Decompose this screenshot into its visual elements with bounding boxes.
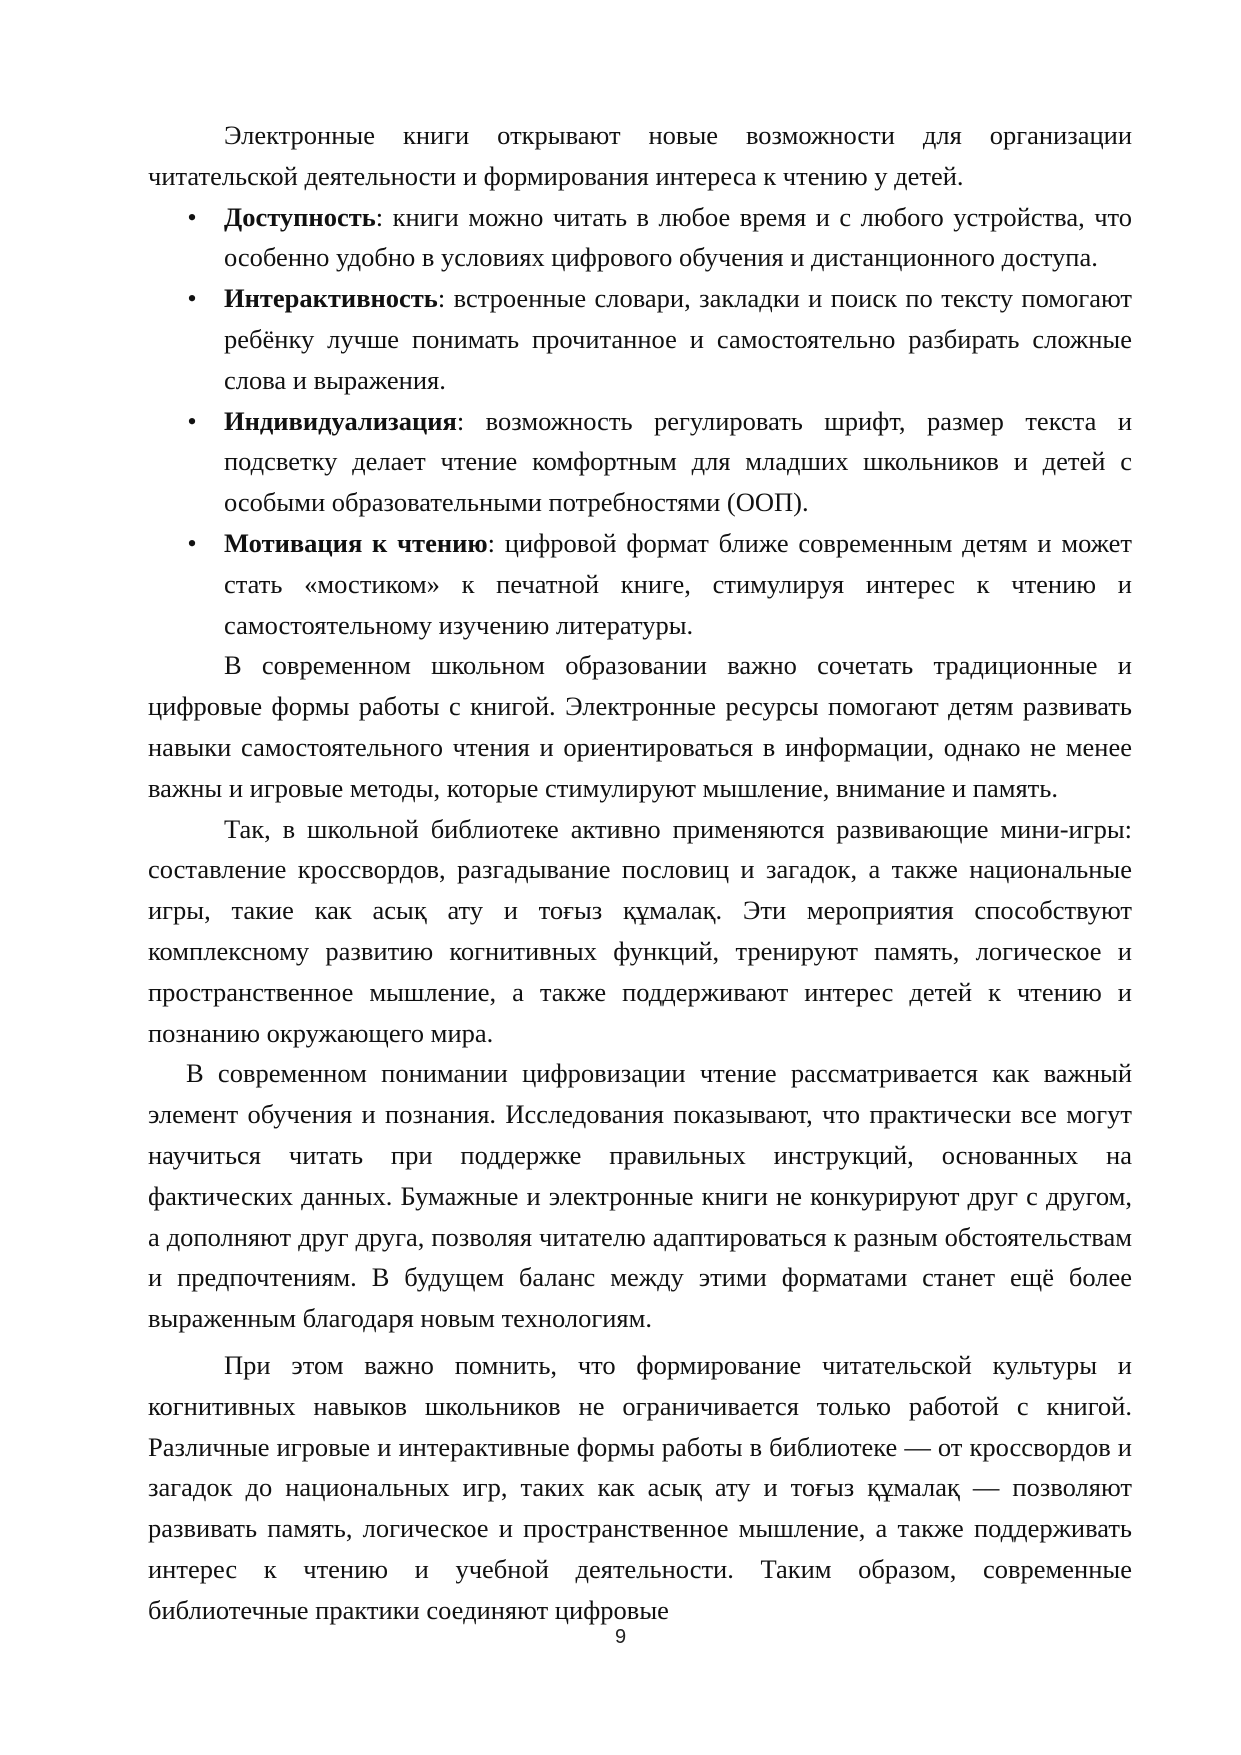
bullet-icon: • <box>187 201 197 232</box>
list-item <box>187 278 1132 400</box>
bullet-text: : возможность регулировать шрифт, размер текста и подсветку делает чтение комфортным для младших школьников и детей с особыми образовательными потребностями (ООП). <box>224 405 1132 518</box>
body-paragraph: В современном школьном образовании важно сочетать традиционные и цифровые формы работы с книгой. Электронные ресурсы помогают детям развивать навыки самостоятельного чтения и ориентироваться в информации, однако не менее важны и игровые методы, которые стимулируют мышление, внимание и память. <box>148 650 1132 803</box>
bullet-term: Индивидуализация <box>224 405 457 436</box>
list-item <box>187 523 1132 645</box>
list-item <box>187 197 1132 279</box>
body-paragraph: Так, в школьной библиотеке активно применяются развивающие мини-игры: составление кроссвордов, разгадывание пословиц и загадок, а также национальные игры, такие как асық ату и тоғыз құмалақ. Эти мероприятия способствуют комплексному развитию когнитивных функций, тренируют память, логическое и пространственное мышление, а также поддерживают интерес детей к чтению и познанию окружающего мира. <box>148 813 1132 1048</box>
list-item <box>187 401 1132 523</box>
bullet-icon: • <box>187 527 197 558</box>
bullet-icon: • <box>187 405 197 436</box>
bullet-term: Интерактивность <box>224 283 438 314</box>
feature-list <box>148 197 1132 646</box>
body-paragraph: В современном понимании цифровизации чтение рассматривается как важный элемент обучения и познания. Исследования показывают, что практически все могут научиться читать при поддержке правильных инструкций, основанных на фактических данных. Бумажные и электронные книги не конкурируют друг с другом, а дополняют друг друга, позволяя читателю адаптироваться к разным обстоятельствам и предпочтениям. В будущем баланс между этими форматами станет ещё более выраженным благодаря новым технологиям. <box>148 1058 1132 1334</box>
intro-paragraph: Электронные книги открывают новые возможности для организации читательской деятельности и формирования интереса к чтению у детей. <box>148 120 1132 191</box>
bullet-text: : книги можно читать в любое время и с любого устройства, что особенно удобно в условиях цифрового обучения и дистанционного доступа. <box>224 201 1132 273</box>
bullet-text: : цифровой формат ближе современным детям и может стать «мостиком» к печатной книге, стимулируя интерес к чтению и самостоятельному изучению литературы. <box>224 527 1132 640</box>
bullet-icon: • <box>187 283 197 314</box>
bullet-term: Доступность <box>224 201 376 232</box>
page-body <box>148 115 1132 1630</box>
bullet-text: : встроенные словари, закладки и поиск по тексту помогают ребёнку лучше понимать прочитанное и самостоятельно разбирать сложные слова и выражения. <box>224 283 1132 395</box>
bullet-term: Мотивация к чтению <box>224 527 488 558</box>
page-number: 9 <box>614 1626 627 1648</box>
body-paragraph: При этом важно помнить, что формирование читательской культуры и когнитивных навыков школьников не ограничивается только работой с книгой. Различные игровые и интерактивные формы работы в библиотеке — от кроссвордов и загадок до национальных игр, таких как асық ату и тоғыз құмалақ — позволяют развивать память, логическое и пространственное мышление, а также поддерживать интерес к чтению и учебной деятельности. Таким образом, современные библиотечные практики соединяют цифровые <box>148 1349 1132 1625</box>
